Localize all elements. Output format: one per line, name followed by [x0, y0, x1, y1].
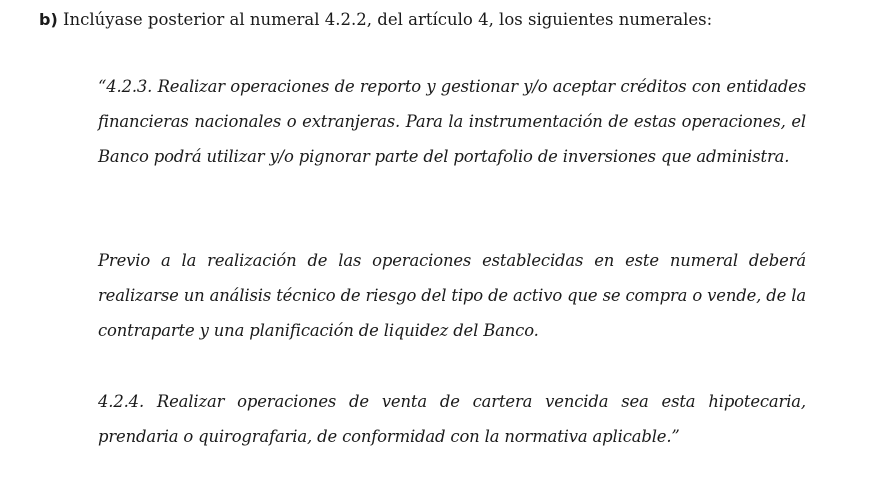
intro-line	[39, 9, 712, 31]
item-label: b)	[39, 10, 58, 29]
quote-paragraph-4-2-4: 4.2.4. Realizar operaciones de venta de cartera vencida sea esta hipotecaria, prendaria o quirografaria, de conformidad con la normativa aplicable.”	[98, 392, 806, 447]
quote-paragraph-4-2-3: “4.2.3. Realizar operaciones de reporto y gestionar y/o aceptar créditos con entidades financieras nacionales o extranjeras. Para la instrumentación de estas operaciones, el Banco podrá utilizar y/o pignorar parte del portafolio de inversiones que administra.	[98, 77, 806, 167]
quote-paragraph-previo: Previo a la realización de las operaciones establecidas en este numeral deberá realizarse un análisis técnico de riesgo del tipo de activo que se compra o vende, de la contraparte y una planificación de liquidez del Banco.	[98, 251, 806, 341]
intro-text: Inclúyase posterior al numeral 4.2.2, del artículo 4, los siguientes numerales:	[57, 10, 713, 29]
